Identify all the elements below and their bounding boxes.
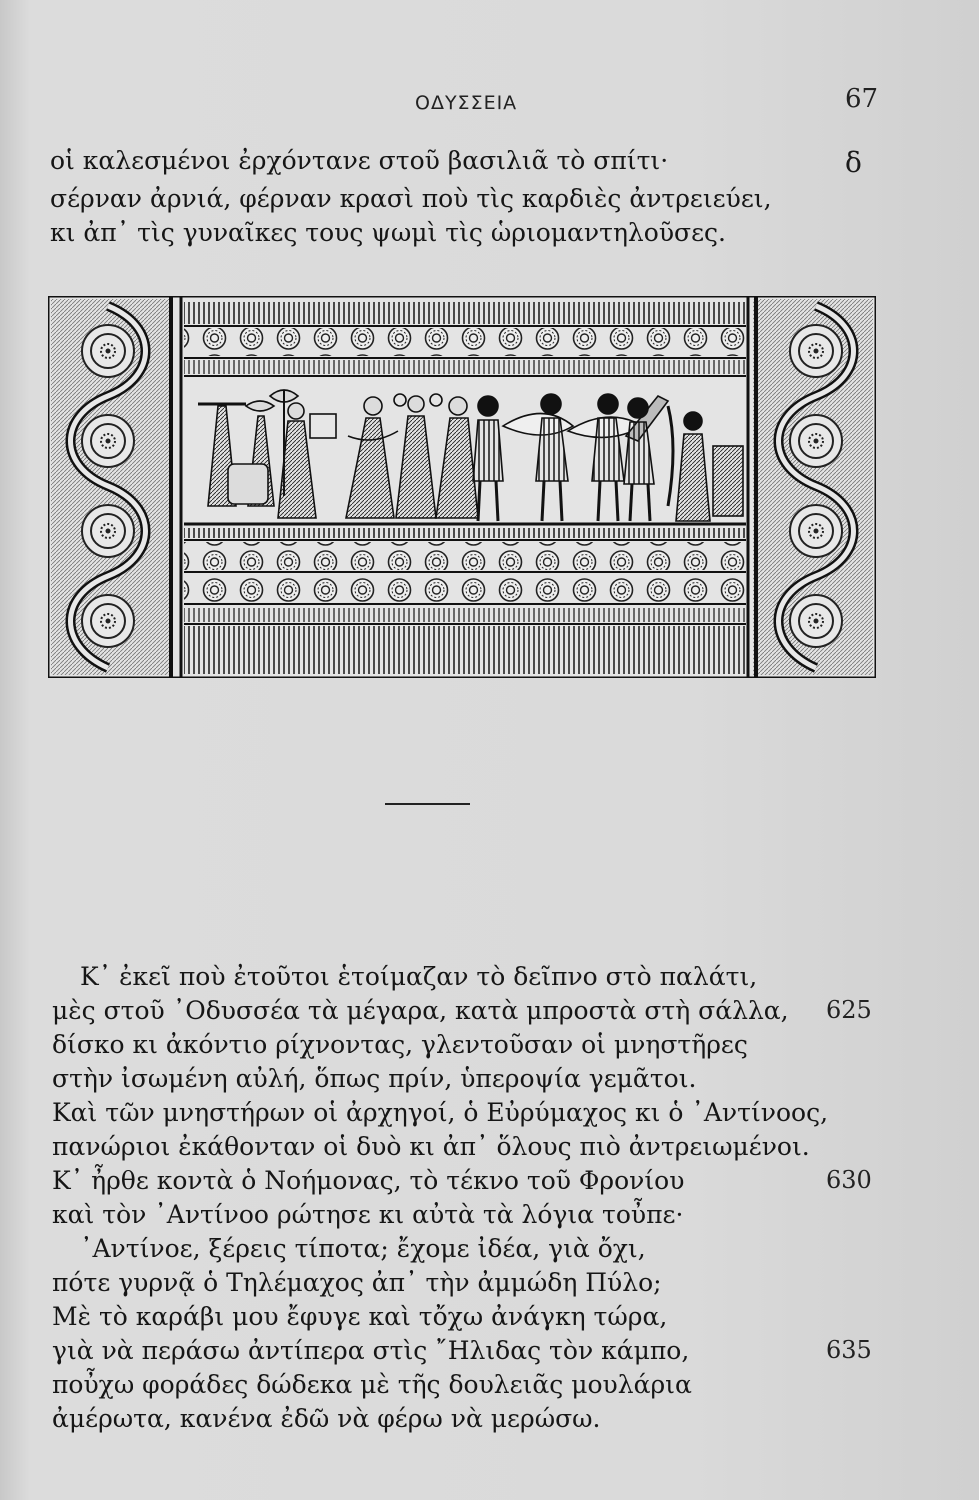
- verse-line: Μὲ τὸ καράβι μου ἔφυγε καὶ τὄχω ἀνάγκη τώρα,: [52, 1302, 668, 1331]
- book-marker: δ: [845, 146, 862, 179]
- verse-line: ποὖχω φοράδες δώδεκα μὲ τῆς δουλειᾶς μουλάρια: [52, 1370, 692, 1399]
- verse-line: Καὶ τῶν μνηστήρων οἱ ἀρχηγοί, ὁ Εὐρύμαχος κι ὁ ᾽Αντίνοος,: [52, 1098, 829, 1127]
- minoan-procession-fresco: [48, 296, 876, 678]
- verse-line: στὴν ἰσωμένη αὐλή, ὅπως πρίν, ὑπεροψία γεμᾶτοι.: [52, 1064, 697, 1093]
- verse-number: 630: [826, 1166, 872, 1194]
- verse-number: 635: [826, 1336, 872, 1364]
- verse-line: ᾽Αντίνοε, ξέρεις τίποτα; ἔχομε ἰδέα, γιὰ ὄχι,: [80, 1234, 646, 1263]
- text-line: σέρναν ἀρνιά, φέρναν κρασὶ ποὺ τὶς καρδιὲς ἀντρειεύει,: [50, 184, 772, 213]
- verse-line: πότε γυρνᾷ ὁ Τηλέμαχος ἀπ᾽ τὴν ἀμμώδη Πύλο;: [52, 1268, 662, 1297]
- page-number: 67: [845, 84, 879, 114]
- text-line: κι ἀπ᾽ τὶς γυναῖκες τους ψωμὶ τὶς ὡριομαντηλοῦσες.: [50, 218, 726, 247]
- verse-line: πανώριοι ἐκάθονταν οἱ δυὸ κι ἀπ᾽ ὅλους πιὸ ἀντρειωμένοι.: [52, 1132, 810, 1161]
- verse-number: 625: [826, 996, 872, 1024]
- verse-line: Κ᾽ ἐκεῖ ποὺ ἐτοῦτοι ἑτοίμαζαν τὸ δεῖπνο στὸ παλάτι,: [80, 962, 758, 991]
- section-divider: [385, 803, 470, 805]
- verse-line: καὶ τὸν ᾽Αντίνοο ρώτησε κι αὐτὰ τὰ λόγια τοὖπε·: [52, 1200, 684, 1229]
- verse-line: ἀμέρωτα, κανένα ἐδῶ νὰ φέρω νὰ μερώσω.: [52, 1404, 601, 1433]
- verse-line: μὲς στοῦ ᾽Οδυσσέα τὰ μέγαρα, κατὰ μπροστὰ στὴ σάλλα,: [52, 996, 789, 1025]
- running-header-title: ΟΔΥΣΣΕΙΑ: [415, 92, 518, 114]
- verse-line: Κ᾽ ἦρθε κοντὰ ὁ Νοήμονας, τὸ τέκνο τοῦ Φρονίου: [52, 1166, 685, 1195]
- verse-line: δίσκο κι ἀκόντιο ρίχνοντας, γλεντοῦσαν οἱ μνηστῆρες: [52, 1030, 748, 1059]
- verse-line: γιὰ νὰ περάσω ἀντίπερα στὶς ῎Ηλιδας τὸν κάμπο,: [52, 1336, 690, 1365]
- text-line: οἱ καλεσμένοι ἐρχόντανε στοῦ βασιλιᾶ τὸ σπίτι·: [50, 146, 669, 175]
